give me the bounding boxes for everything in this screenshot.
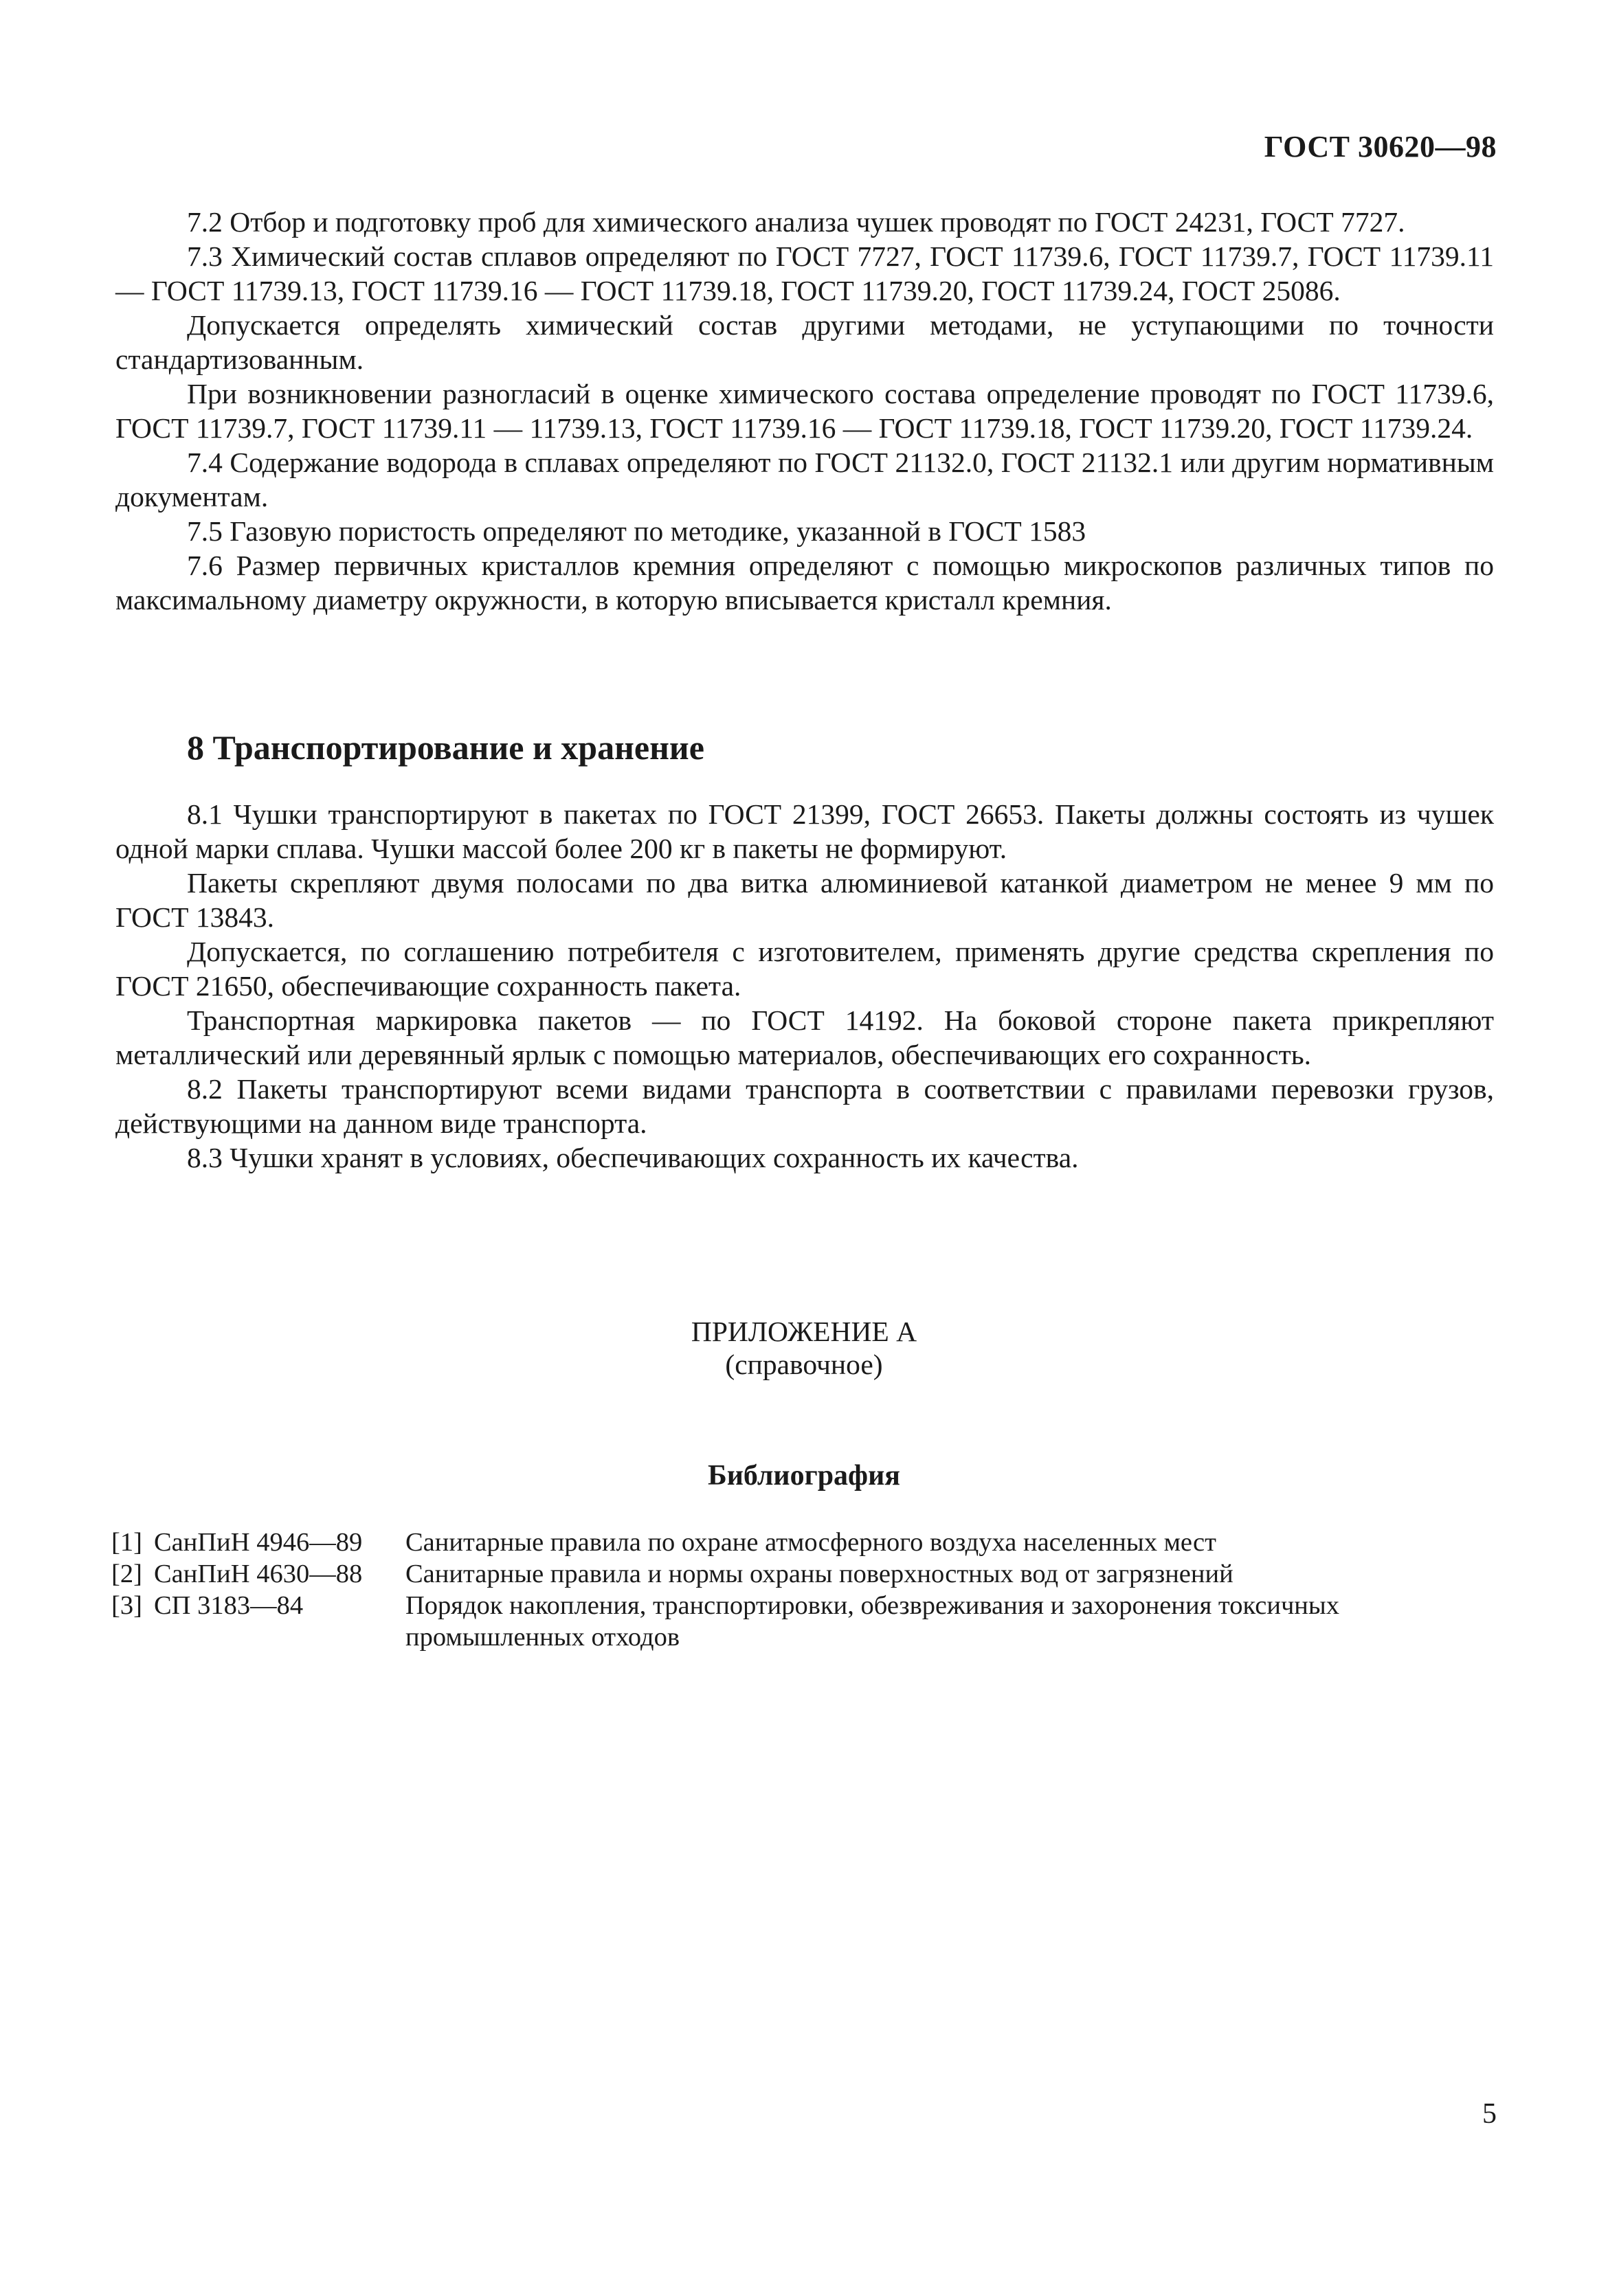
bibliography-entry-code: СанПиН 4630—88 (154, 1560, 363, 1588)
paragraph-7-2: 7.2 Отбор и подготовку проб для химического анализа чушек проводят по ГОСТ 24231, ГОСТ 7727. (187, 206, 1405, 238)
bibliography-entry (111, 1558, 1513, 1590)
paragraph-7-3-alt-methods: Допускается определять химический состав другими методами, не уступающими по точности стандартизованным. (115, 309, 1494, 375)
bibliography-entry (111, 1527, 1513, 1558)
bibliography-entry-title: Санитарные правила и нормы охраны поверхностных вод от загрязнений (405, 1560, 1233, 1588)
section-8-heading: 8 Транспортирование и хранение (187, 728, 704, 767)
paragraph-7-6: 7.6 Размер первичных кристаллов кремния определяют с помощью микроскопов различных типов по максимальному диаметру окружности, в которую вписывается кристалл кремния. (115, 550, 1494, 616)
paragraph-8-1-alt-fastening: Допускается, по соглашению потребителя с изготовителем, применять другие средства скрепления по ГОСТ 21650, обеспечивающие сохранность пакета. (115, 936, 1494, 1002)
paragraph-7-4: 7.4 Содержание водорода в сплавах определяют по ГОСТ 21132.0, ГОСТ 21132.1 или другим нормативным документам. (115, 447, 1494, 513)
bibliography-entry-number: [2] (111, 1560, 142, 1588)
paragraph-8-1: 8.1 Чушки транспортируют в пакетах по ГОСТ 21399, ГОСТ 26653. Пакеты должны состоять из чушек одной марки сплава. Чушки массой более 200 кг в пакеты не формируют. (115, 798, 1494, 864)
paragraph-7-3: 7.3 Химический состав сплавов определяют по ГОСТ 7727, ГОСТ 11739.6, ГОСТ 11739.7, ГОСТ 11739.11 — ГОСТ 11739.13, ГОСТ 11739.16 — ГОСТ 11739.18, ГОСТ 11739.20, ГОСТ 11739.24, ГОСТ 25086. (115, 240, 1494, 306)
bibliography-entry-number: [3] (111, 1591, 142, 1620)
paragraph-7-3-disputes: При возникновении разногласий в оценке химического состава определение проводят по ГОСТ 11739.6, ГОСТ 11739.7, ГОСТ 11739.11 — 11739.13, ГОСТ 11739.16 — ГОСТ 11739.18, ГОСТ 11739.20, ГОСТ 11739.24. (115, 378, 1494, 444)
bibliography-entry-title: Санитарные правила по охране атмосферного воздуха населенных мест (405, 1528, 1216, 1557)
paragraph-7-5: 7.5 Газовую пористость определяют по методике, указанной в ГОСТ 1583 (187, 515, 1086, 547)
standard-designation: ГОСТ 30620—98 (1264, 130, 1497, 164)
annex-kind: (справочное) (725, 1349, 883, 1380)
bibliography-entry-code: СанПиН 4946—89 (154, 1528, 363, 1557)
page-number: 5 (1482, 2098, 1497, 2130)
section-8-body (115, 797, 1494, 1175)
paragraph-8-2: 8.2 Пакеты транспортируют всеми видами транспорта в соответствии с правилами перевозки грузов, действующими на данном виде транспорта. (115, 1073, 1494, 1139)
bibliography-entry-title: Порядок накопления, транспортировки, обезвреживания и захоронения токсичных промышленных отходов (405, 1591, 1340, 1652)
section-7-body (115, 205, 1494, 617)
paragraph-8-3: 8.3 Чушки хранят в условиях, обеспечивающих сохранность их качества. (187, 1142, 1079, 1173)
bibliography-entry (111, 1590, 1513, 1653)
bibliography-list (111, 1527, 1513, 1653)
annex-title: ПРИЛОЖЕНИЕ А (691, 1316, 917, 1347)
bibliography-entry-code: СП 3183—84 (154, 1591, 304, 1620)
bibliography-heading: Библиография (707, 1460, 901, 1492)
paragraph-8-1-fastening: Пакеты скрепляют двумя полосами по два витка алюминиевой катанкой диаметром не менее 9 мм по ГОСТ 13843. (115, 867, 1494, 933)
bibliography-entry-number: [1] (111, 1528, 142, 1557)
paragraph-8-1-marking: Транспортная маркировка пакетов — по ГОСТ 14192. На боковой стороне пакета прикрепляют металлический или деревянный ярлык с помощью материалов, обеспечивающих его сохранность. (115, 1004, 1494, 1070)
